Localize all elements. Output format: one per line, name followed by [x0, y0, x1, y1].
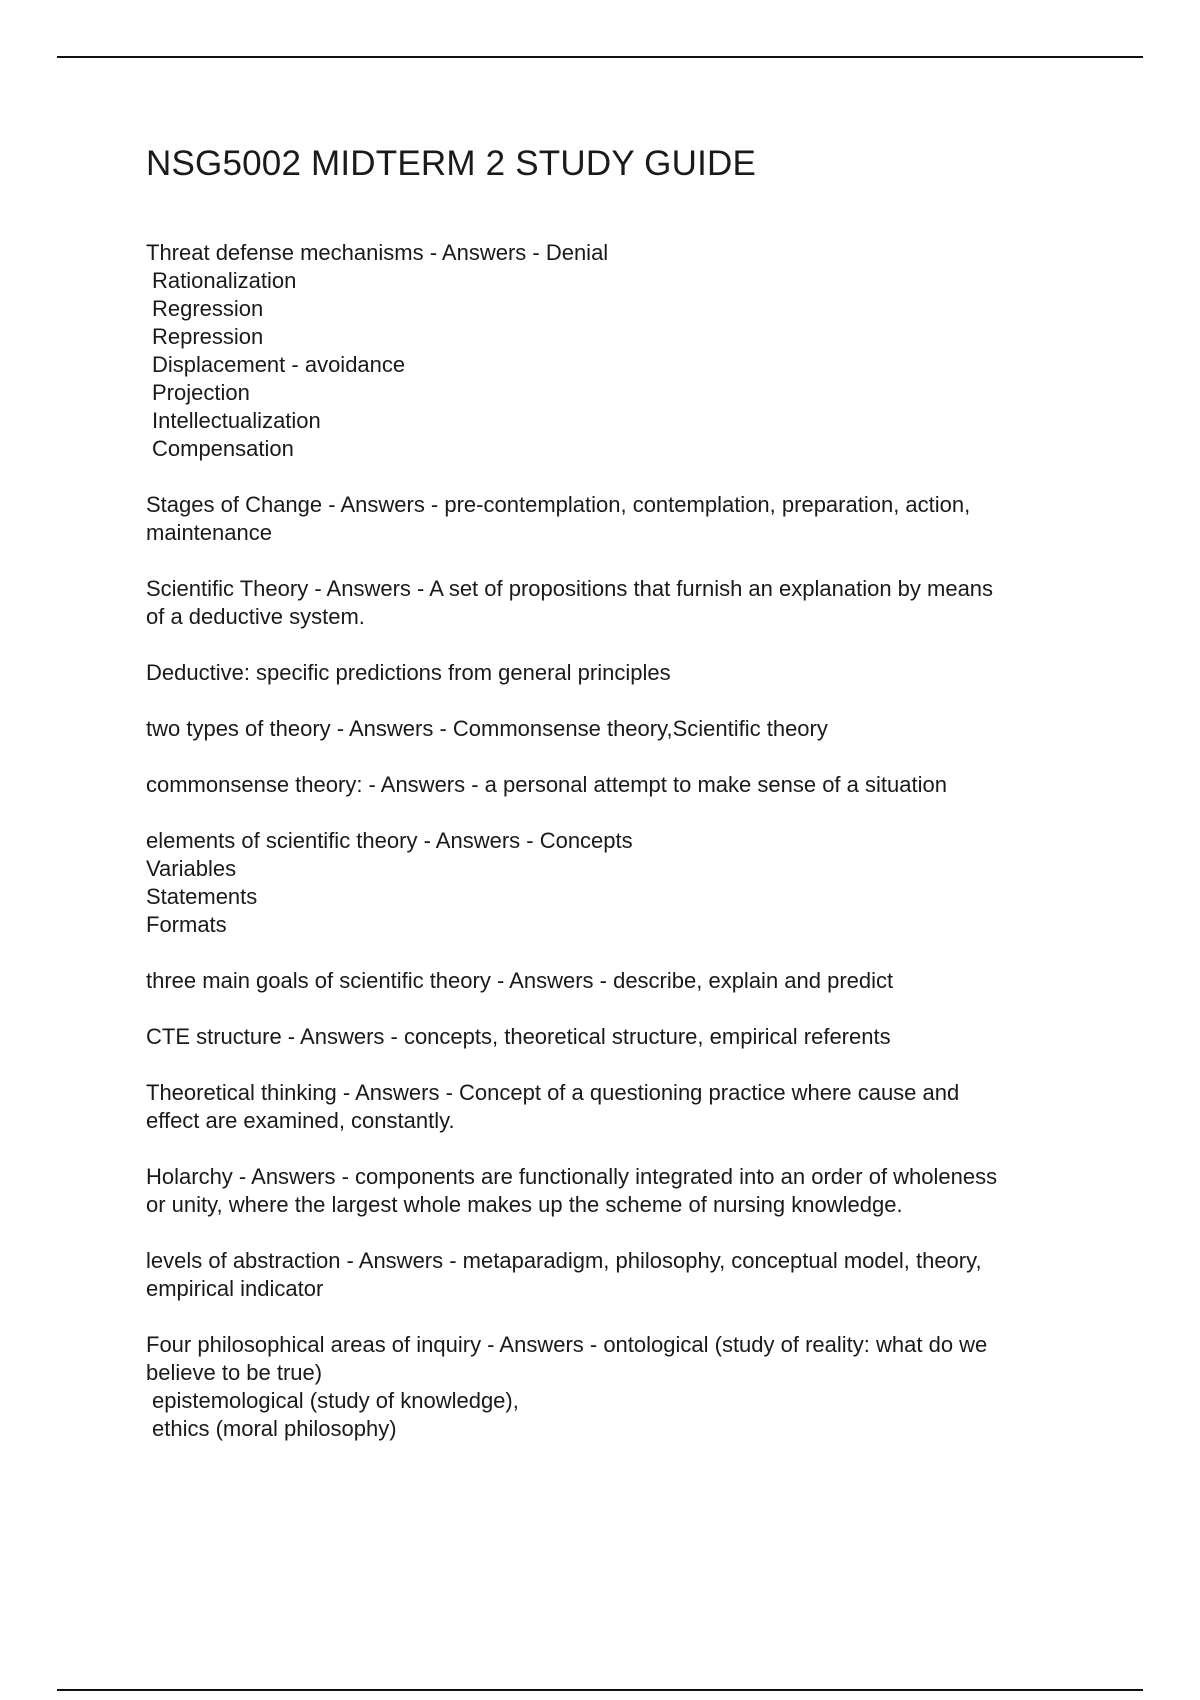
entry-line: three main goals of scientific theory - Answers - describe, explain and predict [146, 968, 894, 993]
entry-line: commonsense theory: - Answers - a personal attempt to make sense of a situation [146, 772, 947, 797]
page-title: NSG5002 MIDTERM 2 STUDY GUIDE [146, 144, 757, 183]
entry-line: empirical indicator [146, 1276, 324, 1301]
entry-line: believe to be true) [146, 1360, 323, 1385]
entry-three-main-goals [146, 967, 1106, 995]
entry-line: Theoretical thinking - Answers - Concept of a questioning practice where cause and [146, 1080, 960, 1105]
entry-line: Threat defense mechanisms - Answers - Denial [146, 240, 609, 265]
entry-line: Rationalization [152, 268, 297, 293]
entry-two-types-of-theory [146, 715, 1106, 743]
bottom-rule [57, 1689, 1143, 1691]
entry-deductive [146, 659, 1106, 687]
entry-theoretical-thinking [146, 1079, 1106, 1135]
entry-line: or unity, where the largest whole makes up the scheme of nursing knowledge. [146, 1192, 903, 1217]
entry-scientific-theory [146, 575, 1106, 631]
entry-threat-defense [146, 239, 1106, 463]
entry-line: Variables [146, 856, 237, 881]
entry-line: elements of scientific theory - Answers - Concepts [146, 828, 633, 853]
top-rule [57, 56, 1143, 58]
entry-cte-structure [146, 1023, 1106, 1051]
entry-line: effect are examined, constantly. [146, 1108, 455, 1133]
entry-commonsense-theory [146, 771, 1106, 799]
entry-four-philosophical-areas [146, 1331, 1106, 1443]
document-body [146, 143, 1106, 1471]
entry-line: Statements [146, 884, 258, 909]
entry-levels-of-abstraction [146, 1247, 1106, 1303]
entry-line: levels of abstraction - Answers - metaparadigm, philosophy, conceptual model, theory, [146, 1248, 982, 1273]
entry-line: CTE structure - Answers - concepts, theoretical structure, empirical referents [146, 1024, 891, 1049]
entry-line: Repression [152, 324, 264, 349]
entry-line: Compensation [152, 436, 294, 461]
entry-holarchy [146, 1163, 1106, 1219]
entry-line: maintenance [146, 520, 272, 545]
entry-line: Displacement - avoidance [152, 352, 406, 377]
entry-line: Four philosophical areas of inquiry - Answers - ontological (study of reality: what do we [146, 1332, 988, 1357]
entry-line: ethics (moral philosophy) [152, 1416, 397, 1441]
entry-line: Intellectualization [152, 408, 321, 433]
entry-line: Deductive: specific predictions from general principles [146, 660, 671, 685]
entry-line: of a deductive system. [146, 604, 365, 629]
entry-line: epistemological (study of knowledge), [152, 1388, 519, 1413]
entry-line: Regression [152, 296, 264, 321]
entry-elements-of-scientific-theory [146, 827, 1106, 939]
entry-line: Projection [152, 380, 250, 405]
entry-line: Holarchy - Answers - components are functionally integrated into an order of wholeness [146, 1164, 998, 1189]
entry-stages-of-change [146, 491, 1106, 547]
entry-line: Scientific Theory - Answers - A set of propositions that furnish an explanation by means [146, 576, 994, 601]
entry-line: two types of theory - Answers - Commonsense theory,Scientific theory [146, 716, 828, 741]
entry-line: Formats [146, 912, 227, 937]
entry-line: Stages of Change - Answers - pre-contemplation, contemplation, preparation, action, [146, 492, 971, 517]
